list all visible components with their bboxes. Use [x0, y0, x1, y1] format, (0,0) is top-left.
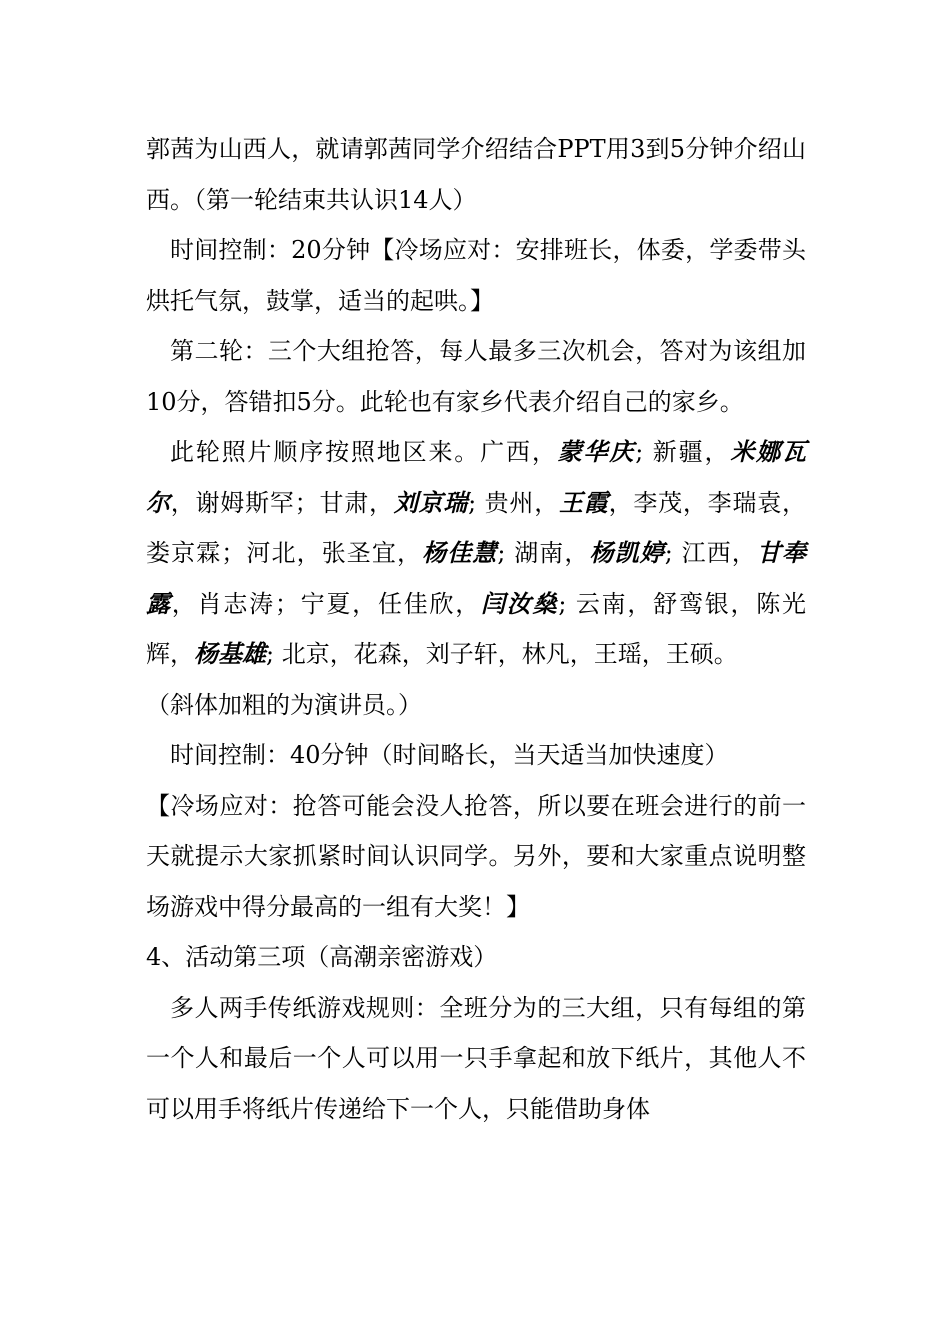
roster-6: ; 贵州， — [468, 488, 559, 517]
section-heading-activity-3: 4、活动第三项（高潮亲密游戏） — [146, 943, 498, 971]
roster-0: 广西， — [480, 438, 558, 466]
roster-14: ，肖志涛；宁夏，任佳欣， — [171, 589, 482, 618]
roster-intro: 此轮照片顺序按照地区来。 — [170, 438, 481, 466]
roster-16: ; 云南，舒鸾银，陈光辉， — [146, 589, 807, 668]
speaker-name: 蒙华庆 — [557, 437, 636, 466]
roster-2: ; 新疆， — [635, 438, 731, 466]
paragraph-time-control-2: 时间控制：40分钟（时间略长，当天适当加快速度） — [170, 741, 729, 769]
paragraph-note-speakers: （斜体加粗的为演讲员。） — [146, 690, 422, 719]
roster-12: ; 江西， — [664, 539, 757, 567]
speaker-name: 甘奉露 — [146, 538, 807, 618]
paragraph-round-two: 第二轮：三个大组抢答，每人最多三次机会，答对为该组加10分，答错扣5分。此轮也有家乡代表介绍自己的家乡。 — [146, 337, 806, 416]
roster-4: ，谢姆斯罕；甘肃， — [170, 488, 394, 517]
paragraph-roster — [146, 427, 806, 680]
roster-18: ; 北京，花森，刘子轩，林凡，王瑶，王硕。 — [266, 640, 738, 668]
speaker-name: 刘京瑞 — [393, 487, 469, 517]
document-body — [146, 124, 806, 1134]
roster-10: ; 湖南， — [497, 539, 590, 567]
speaker-name: 杨凯婷 — [589, 538, 665, 567]
paragraph-time-control-1: 时间控制：20分钟【冷场应对：安排班长，体委，学委带头烘托气氛，鼓掌，适当的起哄。】 — [146, 236, 806, 315]
speaker-name: 王霞 — [559, 487, 609, 517]
speaker-name: 米娜瓦尔 — [146, 437, 807, 517]
speaker-name: 杨基雄 — [194, 639, 266, 668]
roster-8: ，李茂，李瑞袁，娄京霖；河北，张圣宜， — [146, 488, 807, 567]
paragraph-game-rules: 多人两手传纸游戏规则：全班分为的三大组，只有每组的第一个人和最后一个人可以用一只手拿起和放下纸片，其他人不可以用手将纸片传递给下一个人，只能借助身体 — [146, 993, 806, 1123]
paragraph-cold-scene: 【冷场应对：抢答可能会没人抢答，所以要在班会进行的前一天就提示大家抓紧时间认识同学。另外，要和大家重点说明整场游戏中得分最高的一组有大奖！】 — [146, 791, 806, 921]
speaker-name: 闫汝燊 — [481, 588, 559, 618]
paragraph-shanxi-intro: 郭茜为山西人，就请郭茜同学介绍结合PPT用3到5分钟介绍山西。（第一轮结束共认识14人） — [146, 135, 806, 214]
speaker-name: 杨佳慧 — [422, 538, 498, 567]
